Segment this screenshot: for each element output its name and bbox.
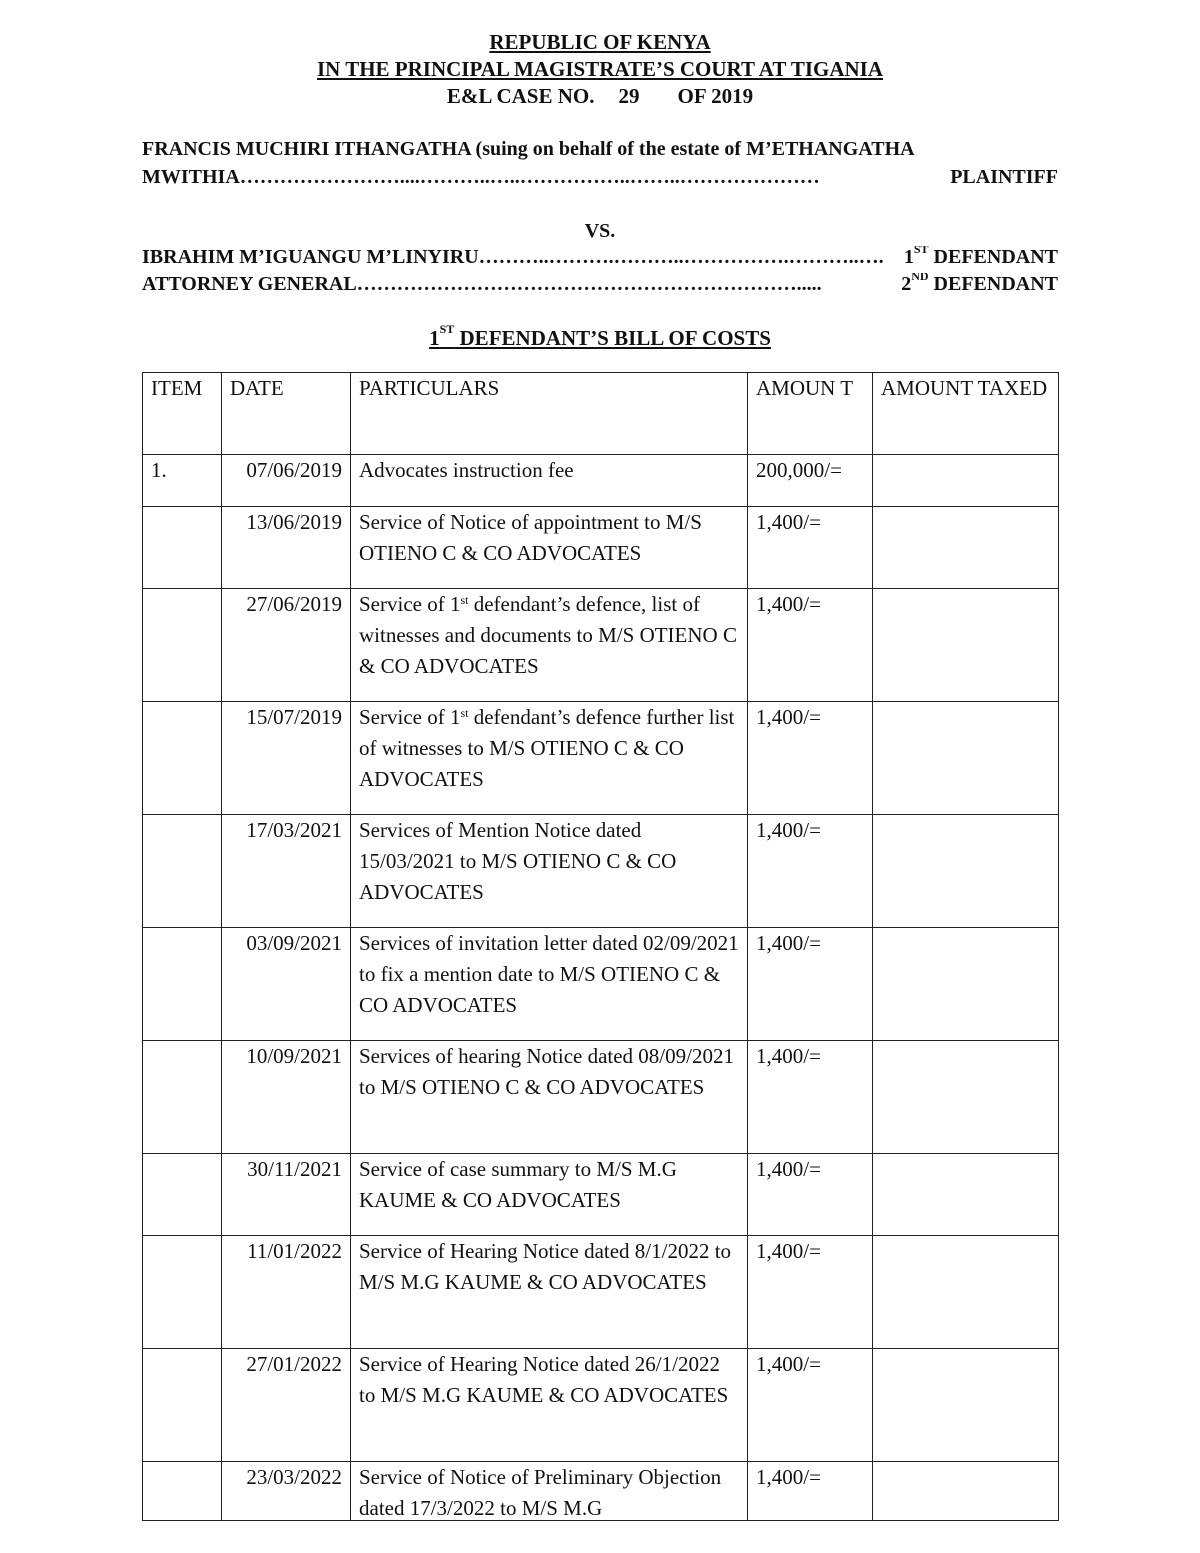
defendant-2-line: ATTORNEY GENERAL…………………………………………………………..... 2ND DEFENDANT	[142, 273, 1058, 296]
row-item	[143, 815, 222, 928]
row-date: 27/01/2022	[222, 1349, 351, 1462]
row-particulars: Service of Hearing Notice dated 26/1/2022 to M/S M.G KAUME & CO ADVOCATES	[351, 1349, 748, 1462]
row-amount: 1,400/=	[748, 928, 873, 1041]
case-number: 29	[618, 84, 640, 108]
row-particulars-sup: st	[460, 593, 469, 607]
table-row	[143, 1041, 1059, 1154]
row-particulars: Service of case summary to M/S M.G KAUME & CO ADVOCATES	[351, 1154, 748, 1236]
case-prefix: E&L CASE NO.	[446, 84, 595, 108]
row-particulars: Service of Notice of appointment to M/S OTIENO C & CO ADVOCATES	[351, 507, 748, 589]
header-republic: REPUBLIC OF KENYA	[489, 30, 711, 54]
row-amount: 1,400/=	[748, 589, 873, 702]
defendant-1-line: IBRAHIM M’IGUANGU M’LINYIRU………..……….………..…………….………..…. 1ST DEFENDANT	[142, 246, 1058, 269]
row-amount: 1,400/=	[748, 702, 873, 815]
defendant-1-ordinal: 1	[903, 246, 914, 268]
defendant-2-sup: ND	[911, 273, 929, 283]
row-date: 17/03/2021	[222, 815, 351, 928]
row-particulars: Services of hearing Notice dated 08/09/2021 to M/S OTIENO C & CO ADVOCATES	[351, 1041, 748, 1154]
row-particulars-sup: st	[460, 706, 469, 720]
defendant-2-role: DEFENDANT	[933, 273, 1058, 295]
table-row	[143, 702, 1059, 815]
row-amount-taxed	[873, 455, 1059, 507]
row-date: 27/06/2019	[222, 589, 351, 702]
row-item	[143, 1154, 222, 1236]
row-amount-taxed	[873, 1462, 1059, 1521]
header-amount: AMOUN T	[748, 373, 873, 455]
row-item	[143, 928, 222, 1041]
row-amount-taxed	[873, 702, 1059, 815]
row-particulars-rest: defendant’s defence, list of witnesses and documents to M/S OTIENO C & CO ADVOCATES	[359, 592, 737, 678]
header-date: DATE	[222, 373, 351, 455]
row-amount-taxed	[873, 1349, 1059, 1462]
row-amount-taxed	[873, 589, 1059, 702]
header-case-number	[0, 84, 1200, 109]
bill-of-costs-table	[142, 372, 1059, 1521]
row-item	[143, 702, 222, 815]
row-amount-taxed	[873, 928, 1059, 1041]
title-ordinal: 1	[429, 326, 440, 350]
row-amount: 1,400/=	[748, 815, 873, 928]
row-particulars	[351, 702, 748, 815]
row-particulars: Services of Mention Notice dated 15/03/2021 to M/S OTIENO C & CO ADVOCATES	[351, 815, 748, 928]
defendant-1-name: IBRAHIM M’IGUANGU M’LINYIRU	[142, 246, 479, 268]
title-sup: ST	[439, 322, 455, 336]
table-row	[143, 928, 1059, 1041]
table-row	[143, 589, 1059, 702]
table-row	[143, 1462, 1059, 1521]
row-particulars-rest: defendant’s defence further list of witnesses to M/S OTIENO C & CO ADVOCATES	[359, 705, 735, 791]
plaintiff-line-2: MWITHIA……………………....………..…..……………..……..………………… PLAINTIFF	[142, 166, 1058, 188]
table-row	[143, 1154, 1059, 1236]
table-row	[143, 507, 1059, 589]
row-date: 13/06/2019	[222, 507, 351, 589]
row-amount: 1,400/=	[748, 1462, 873, 1521]
row-amount: 1,400/=	[748, 1154, 873, 1236]
row-item: 1.	[143, 455, 222, 507]
row-amount: 1,400/=	[748, 507, 873, 589]
header-item: ITEM	[143, 373, 222, 455]
row-item	[143, 507, 222, 589]
row-amount-taxed	[873, 815, 1059, 928]
row-item	[143, 1349, 222, 1462]
defendant-2-role-wrap	[899, 273, 1058, 296]
row-item	[143, 1462, 222, 1521]
title-text: DEFENDANT’S BILL OF COSTS	[459, 326, 771, 350]
defendant-1-sup: ST	[913, 246, 929, 256]
defendant-2-name: ATTORNEY GENERAL	[142, 273, 357, 295]
table-row	[143, 1349, 1059, 1462]
table-header-row	[143, 373, 1059, 455]
defendant-2-ordinal: 2	[901, 273, 912, 295]
row-amount: 1,400/=	[748, 1041, 873, 1154]
versus: VS.	[584, 220, 616, 242]
row-date: 23/03/2022	[222, 1462, 351, 1521]
row-particulars	[351, 1462, 748, 1521]
defendant-1-role-wrap	[902, 246, 1058, 269]
header-court: IN THE PRINCIPAL MAGISTRATE’S COURT AT TIGANIA	[317, 57, 883, 81]
row-particulars: Service of Hearing Notice dated 8/1/2022 to M/S M.G KAUME & CO ADVOCATES	[351, 1236, 748, 1349]
defendant-1-role: DEFENDANT	[933, 246, 1058, 268]
row-date: 15/07/2019	[222, 702, 351, 815]
table-row	[143, 455, 1059, 507]
row-date: 30/11/2021	[222, 1154, 351, 1236]
row-particulars-pre: Service of 1	[359, 705, 461, 729]
header-particulars: PARTICULARS	[351, 373, 748, 455]
row-amount-taxed	[873, 1041, 1059, 1154]
row-amount: 1,400/=	[748, 1349, 873, 1462]
row-date: 11/01/2022	[222, 1236, 351, 1349]
row-item	[143, 589, 222, 702]
row-amount: 1,400/=	[748, 1236, 873, 1349]
header-amount-taxed: AMOUNT TAXED	[873, 373, 1059, 455]
row-date: 07/06/2019	[222, 455, 351, 507]
row-particulars-pre: Service of 1	[359, 592, 461, 616]
row-item	[143, 1236, 222, 1349]
row-amount: 200,000/=	[748, 455, 873, 507]
row-particulars-text: Service of Notice of Preliminary Objection dated 17/3/2022 to M/S M.G	[359, 1465, 722, 1520]
row-particulars: Services of invitation letter dated 02/09/2021 to fix a mention date to M/S OTIENO C & CO ADVOCATES	[351, 928, 748, 1041]
plaintiff-role: PLAINTIFF	[950, 166, 1058, 188]
table-row	[143, 815, 1059, 928]
row-particulars	[351, 589, 748, 702]
row-particulars: Advocates instruction fee	[351, 455, 748, 507]
row-amount-taxed	[873, 1154, 1059, 1236]
bill-of-costs-title	[0, 322, 1200, 351]
case-year: OF 2019	[677, 84, 754, 108]
row-amount-taxed	[873, 1236, 1059, 1349]
plaintiff-name-cont: MWITHIA	[142, 166, 240, 188]
row-amount-taxed	[873, 507, 1059, 589]
row-date: 03/09/2021	[222, 928, 351, 1041]
row-item	[143, 1041, 222, 1154]
row-date: 10/09/2021	[222, 1041, 351, 1154]
plaintiff-line-1: FRANCIS MUCHIRI ITHANGATHA (suing on behalf of the estate of M’ETHANGATHA	[142, 138, 915, 160]
table-row	[143, 1236, 1059, 1349]
